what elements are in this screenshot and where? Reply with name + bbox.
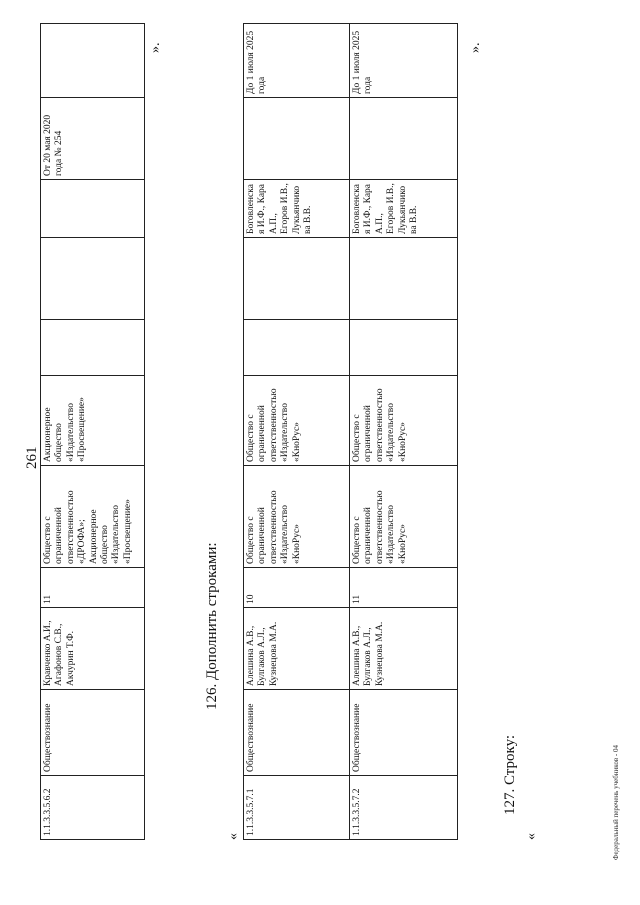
cell-rights-holder: Общество с ограниченной ответственностью «Издательство «КноРус» [350, 376, 458, 466]
cell-code: 1.1.3.3.5.7.2 [350, 776, 458, 840]
cell-rights-holder: Общество с ограниченной ответственностью «Издательство «КноРус» [244, 376, 350, 466]
cell-subject: Обществознание [41, 690, 145, 776]
cell-publisher: Общество с ограниченной ответственностью «Издательство «КноРус» [244, 466, 350, 568]
page-number: 261 [24, 446, 40, 469]
cell-empty [244, 320, 350, 376]
cell-empty [41, 180, 145, 238]
close-quote-bottom: ». [468, 42, 483, 53]
cell-deadline: До 1 июля 2025 года [350, 24, 458, 98]
cell-code: 1.1.3.3.5.6.2 [41, 776, 145, 840]
page-footer: Федеральный перечень учебников - 04 [612, 745, 620, 860]
cell-publisher: Общество с ограниченной ответственностью «Издательство «КноРус» [350, 466, 458, 568]
cell-subject: Обществознание [244, 690, 350, 776]
cell-experts: Боговленская И.Ф., Кара А.П., Егоров И.В., Лукьянчикова В.В. [350, 180, 458, 238]
cell-rights-holder: Акционерное общество «Издательство «Просвещение» [41, 376, 145, 466]
cell-order-date [244, 98, 350, 180]
cell-publisher: Общество с ограниченной ответственностью «ДРОФА»; Акционерное общество «Издательство «Просвещение» [41, 466, 145, 568]
cell-order-date [350, 98, 458, 180]
close-quote-top: ». [148, 42, 163, 53]
cell-order-date: От 20 мая 2020 года № 254 [41, 98, 145, 180]
cell-deadline: До 1 июля 2025 года [244, 24, 350, 98]
table-row [350, 24, 458, 840]
open-quote-126: « [226, 833, 241, 840]
cell-empty [244, 238, 350, 320]
open-quote-127: « [524, 833, 539, 840]
table-bottom [243, 23, 458, 840]
table-top [40, 23, 145, 840]
cell-deadline [41, 24, 145, 98]
cell-empty [41, 238, 145, 320]
cell-experts: Боговленская И.Ф., Кара А.П., Егоров И.В., Лукьянчикова В.В. [244, 180, 350, 238]
heading-126: 126. Дополнить строками: [204, 542, 220, 710]
cell-code: 1.1.3.3.5.7.1 [244, 776, 350, 840]
cell-authors: Алешина А.В., Булгаков А.Л., Кузнецова М.А. [244, 608, 350, 690]
cell-empty [41, 320, 145, 376]
cell-subject: Обществознание [350, 690, 458, 776]
table-row [244, 24, 350, 840]
cell-grade: 10 [244, 568, 350, 608]
cell-empty [350, 320, 458, 376]
heading-127: 127. Строку: [502, 734, 518, 815]
cell-empty [350, 238, 458, 320]
cell-grade: 11 [350, 568, 458, 608]
cell-authors: Алешина А.В., Булгаков А.Л., Кузнецова М.А. [350, 608, 458, 690]
cell-grade: 11 [41, 568, 145, 608]
table-row [41, 24, 145, 840]
cell-authors: Кравченко А.И., Агафонов С.В., Акчурин Т.Ф. [41, 608, 145, 690]
